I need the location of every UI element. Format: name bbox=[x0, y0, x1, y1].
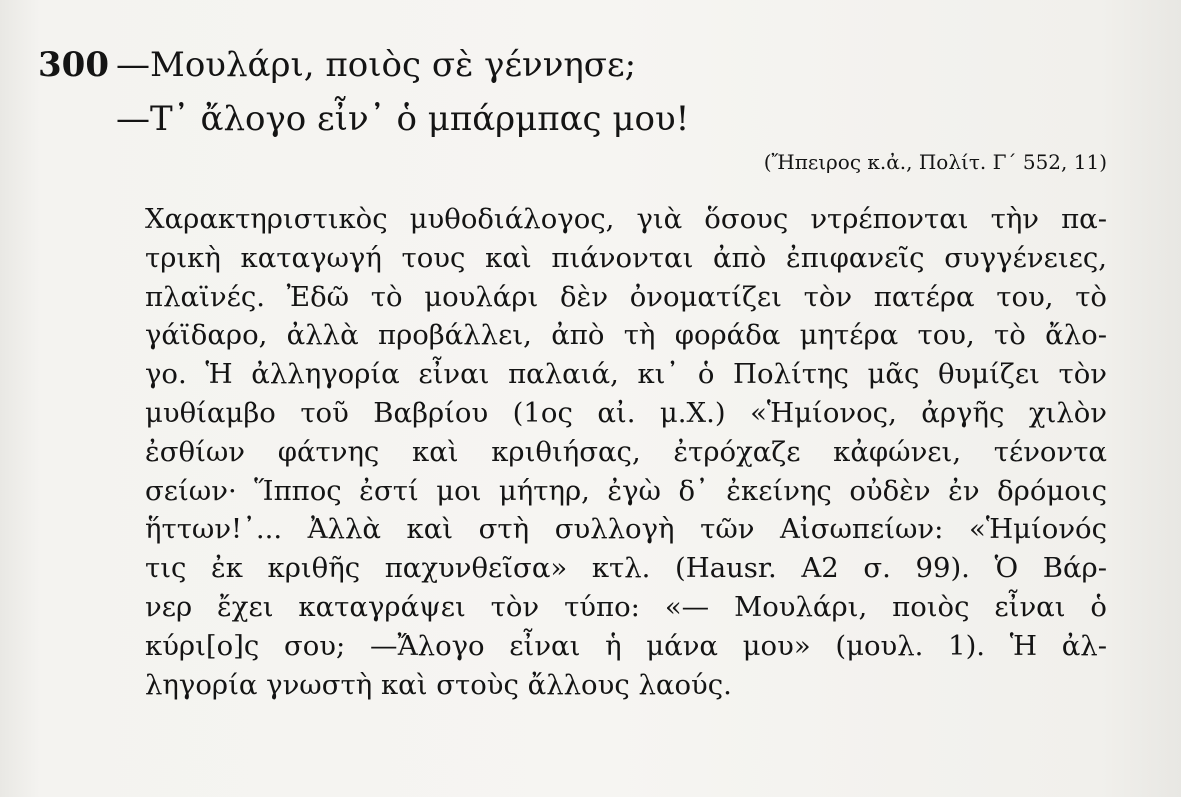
entry-number: 300 bbox=[38, 45, 109, 85]
commentary-line: ληγορία γνωστὴ καὶ στοὺς ἄλλους λαούς. bbox=[145, 668, 732, 701]
source-citation: (Ἤπειρος κ.ἀ., Πολίτ. Γ΄ 552, 11) bbox=[763, 150, 1107, 174]
proverb-answer: —Τ᾿ ἄλογο εἶν᾿ ὁ μπάρμπας μου! bbox=[116, 99, 690, 139]
commentary-line: σείων· Ἵππος ἐστί μοι μήτηρ, ἐγὼ δ᾿ ἐκείνης οὐδὲν ἐν δρόμοις bbox=[145, 474, 1107, 507]
commentary-line: πλαϊνές. Ἐδῶ τὸ μουλάρι δὲν ὀνοματίζει τὸν πατέρα του, τὸ bbox=[145, 280, 1107, 313]
commentary-line: ἐσθίων φάτνης καὶ κριθιήσας, ἐτρόχαζε κἀφώνει, τένοντα bbox=[145, 435, 1107, 468]
commentary-line: κύρι[ο]ς σου; —Ἄλογο εἶναι ἡ μάνα μου» (μουλ. 1). Ἡ ἀλ- bbox=[145, 629, 1107, 662]
commentary-line: νερ ἔχει καταγράψει τὸν τύπο: «— Μουλάρι, ποιὸς εἶναι ὁ bbox=[145, 590, 1107, 623]
proverb-line-1 bbox=[38, 43, 636, 87]
proverb-line-2 bbox=[116, 97, 689, 141]
commentary-line: γο. Ἡ ἀλληγορία εἶναι παλαιά, κι᾿ ὁ Πολίτης μᾶς θυμίζει τὸν bbox=[145, 358, 1107, 391]
commentary-line: μυθίαμβο τοῦ Βαβρίου (1ος αἰ. μ.Χ.) «Ἡμίονος, ἀργῆς χιλὸν bbox=[145, 396, 1107, 429]
proverb-question: —Μουλάρι, ποιὸς σὲ γέννησε; bbox=[116, 45, 637, 85]
commentary-line: τις ἐκ κριθῆς παχυνθεῖσα» κτλ. (Hausr. A2 σ. 99). Ὁ Βάρ- bbox=[145, 552, 1107, 585]
commentary-line: ἥττων!᾿... Ἀλλὰ καὶ στὴ συλλογὴ τῶν Αἰσωπείων: «Ἡμίονός bbox=[145, 513, 1107, 546]
commentary-line: τρικὴ καταγωγή τους καὶ πιάνονται ἀπὸ ἐπιφανεῖς συγγένειες, bbox=[145, 241, 1107, 274]
commentary-paragraph bbox=[145, 200, 1107, 704]
commentary-line: Χαρακτηριστικὸς μυθοδιάλογος, γιὰ ὅσους ντρέπονται τὴν πα- bbox=[145, 203, 1107, 235]
commentary-line: γάϊδαρο, ἀλλὰ προβάλλει, ἀπὸ τὴ φοράδα μητέρα του, τὸ ἄλο- bbox=[145, 319, 1107, 352]
